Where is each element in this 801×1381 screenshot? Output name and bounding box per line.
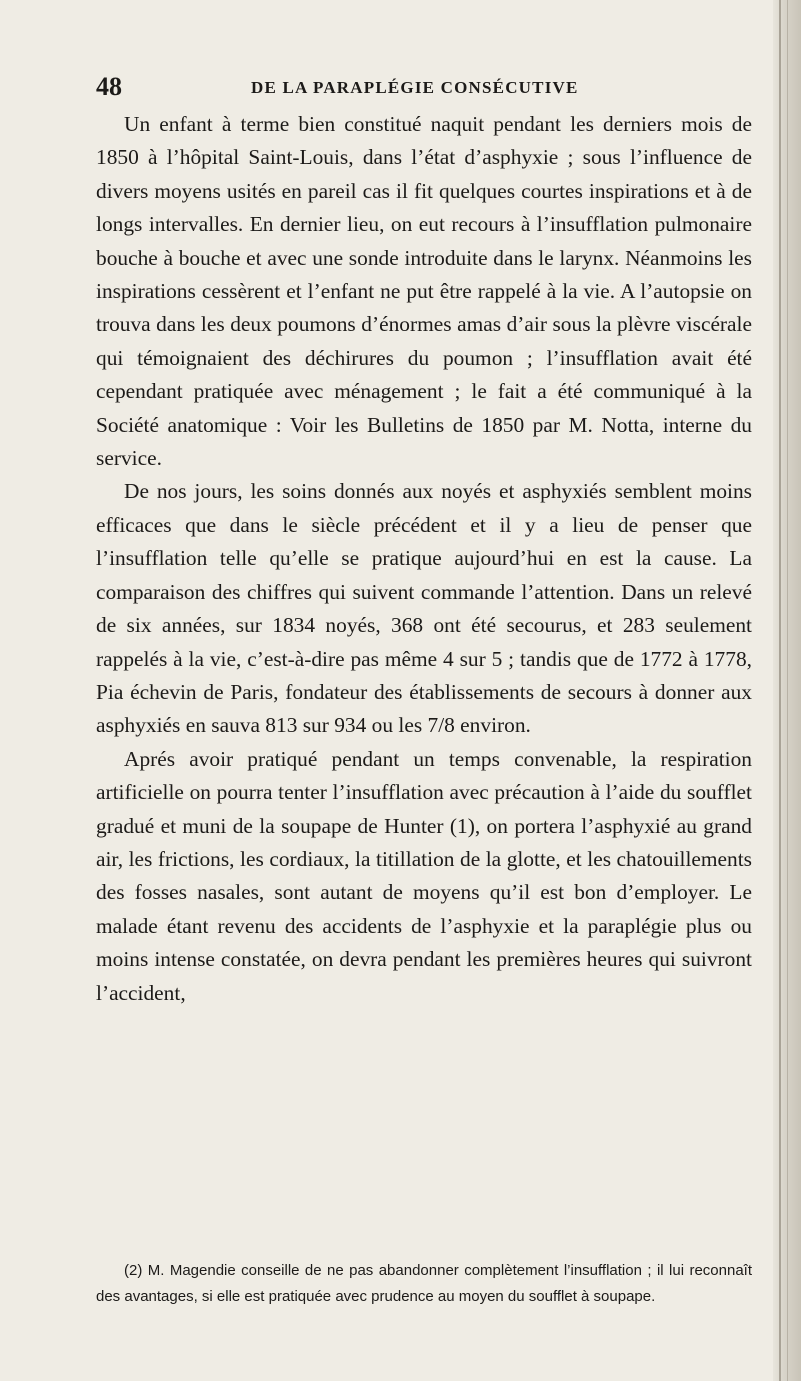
paragraph-1: Un enfant à terme bien constitué naquit pendant les derniers mois de 1850 à l’hôpital Saint-Louis, dans l’état d’asphyxie ; sous l’influence de divers moyens usités en pareil cas il fit quelques courtes inspirations et à de longs intervalles. En dernier lieu, on eut recours à l’insufflation pulmonaire bouche à bouche et avec une sonde introduite dans le larynx. Néanmoins les inspirations cessèrent et l’enfant ne put être rappelé à la vie. A l’autopsie on trouva dans les deux poumons d’énormes amas d’air sous la plèvre viscérale qui témoignaient des déchirures du poumon ; l’insufflation avait été cependant pratiquée avec ménagement ; le fait a été communiqué à la Société anatomique : Voir les Bulletins de 1850 par M. Notta, interne du service. [96, 112, 752, 471]
page-header [96, 72, 756, 102]
footnote: (2) M. Magendie conseille de ne pas abandonner complètement l’insufflation ; il lui reconnaît des avantages, si elle est pratiquée avec prudence au moyen du soufflet à soupape. [96, 1262, 752, 1305]
page-number: 48 [96, 72, 122, 101]
running-head: DE LA PARAPLÉGIE CONSÉCUTIVE [251, 78, 579, 97]
body-text [96, 108, 752, 1010]
paragraph-3: Aprés avoir pratiqué pendant un temps convenable, la respiration artificielle on pourra tenter l’insufflation avec précaution à l’aide du soufflet gradué et muni de la soupape de Hunter (1), on portera l’asphyxié au grand air, les frictions, les cordiaux, la titillation de la glotte, et les chatouillements des fosses nasales, sont autant de moyens qu’il est bon d’employer. Le malade étant revenu des accidents de l’asphyxie et la paraplégie plus ou moins intense constatée, on devra pendant les premières heures qui suivront l’accident, [96, 746, 752, 1005]
paragraph-2: De nos jours, les soins donnés aux noyés et asphyxiés semblent moins efficaces que dans le siècle précédent et il y a lieu de penser que l’insufflation telle qu’elle se pratique aujourd’hui en est la cause. La comparaison des chiffres qui suivent commande l’attention. Dans un relevé de six années, sur 1834 noyés, 368 ont été secourus, et 283 seulement rappelés à la vie, c’est-à-dire pas même 4 sur 5 ; tandis que de 1772 à 1778, Pia échevin de Paris, fondateur des établissements de secours à donner aux asphyxiés en sauva 813 sur 934 ou les 7/8 environ. [96, 479, 752, 738]
page-edge-shadow [773, 0, 801, 1381]
